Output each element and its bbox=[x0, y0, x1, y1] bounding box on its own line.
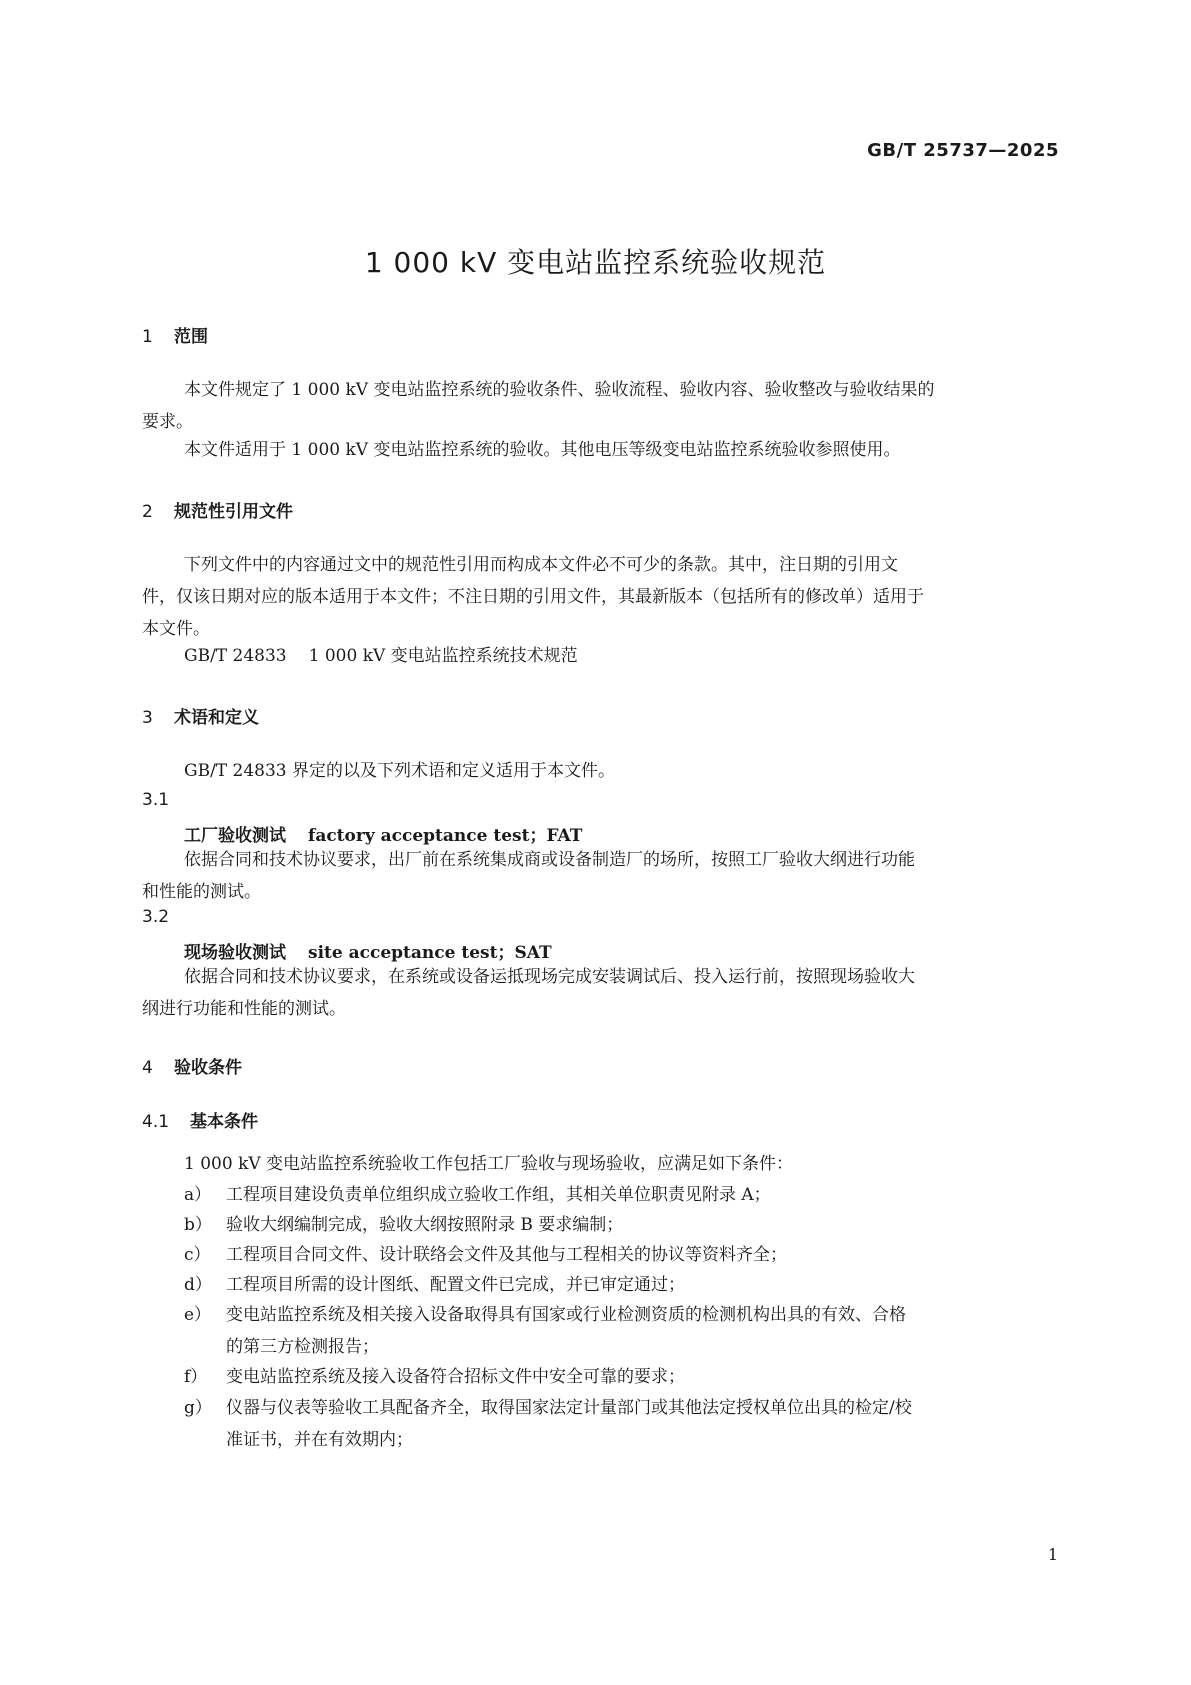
section-number: 1 bbox=[142, 327, 153, 347]
section-1-paragraph-2 bbox=[142, 434, 1060, 466]
section-1-paragraph-1 bbox=[142, 374, 1060, 438]
list-item bbox=[184, 1269, 1060, 1301]
section-title: 规范性引用文件 bbox=[174, 502, 293, 522]
paragraph-line: GB/T 24833 界定的以及下列术语和定义适用于本文件。 bbox=[184, 761, 616, 781]
list-item-line: 工程项目合同文件、设计联络会文件及其他与工程相关的协议等资料齐全； bbox=[226, 1245, 787, 1265]
subsection-4-1-heading bbox=[142, 1107, 258, 1132]
paragraph-line: 1 000 kV 变电站监控系统验收工作包括工厂验收与现场验收，应满足如下条件： bbox=[184, 1154, 794, 1174]
list-item bbox=[184, 1299, 1060, 1363]
list-marker: b） bbox=[184, 1215, 212, 1235]
section-number: 2 bbox=[142, 502, 153, 522]
term-number: 3.2 bbox=[142, 907, 170, 927]
list-marker: e） bbox=[184, 1305, 212, 1325]
list-item bbox=[184, 1361, 1060, 1393]
term-zh: 工厂验收测试 bbox=[184, 826, 286, 846]
section-title: 术语和定义 bbox=[174, 708, 259, 728]
term-definition bbox=[142, 961, 1060, 1025]
term-en: site acceptance test；SAT bbox=[308, 943, 552, 963]
list-item bbox=[184, 1392, 1060, 1456]
term-zh: 现场验收测试 bbox=[184, 943, 286, 963]
term-title bbox=[184, 821, 582, 846]
reference-code: GB/T 24833 bbox=[184, 646, 287, 666]
subsection-4-1-intro bbox=[142, 1148, 1060, 1180]
term-title bbox=[184, 938, 552, 963]
list-item-line: 准证书，并在有效期内； bbox=[226, 1430, 413, 1450]
list-item bbox=[184, 1239, 1060, 1271]
list-item-line: 变电站监控系统及相关接入设备取得具有国家或行业检测资质的检测机构出具的有效、合格 bbox=[226, 1305, 906, 1325]
paragraph-line: 依据合同和技术协议要求，出厂前在系统集成商或设备制造厂的场所，按照工厂验收大纲进行功能 bbox=[184, 850, 915, 870]
paragraph-line: 和性能的测试。 bbox=[142, 882, 261, 902]
list-marker: d） bbox=[184, 1275, 212, 1295]
list-item-line: 验收大纲编制完成，验收大纲按照附录 B 要求编制； bbox=[226, 1215, 624, 1235]
normative-reference bbox=[142, 640, 1060, 672]
term-definition bbox=[142, 844, 1060, 908]
section-title: 范围 bbox=[174, 327, 208, 347]
list-marker: f） bbox=[184, 1367, 208, 1387]
subsection-number: 4.1 bbox=[142, 1112, 170, 1132]
section-2-heading bbox=[142, 497, 293, 522]
section-4-heading bbox=[142, 1053, 242, 1078]
paragraph-line: 本文件规定了 1 000 kV 变电站监控系统的验收条件、验收流程、验收内容、验收整改与验收结果的 bbox=[184, 380, 935, 400]
section-3-intro bbox=[142, 755, 1060, 787]
paragraph-line: 本文件适用于 1 000 kV 变电站监控系统的验收。其他电压等级变电站监控系统验收参照使用。 bbox=[184, 440, 901, 460]
list-item-line: 工程项目所需的设计图纸、配置文件已完成，并已审定通过； bbox=[226, 1275, 685, 1295]
paragraph-line: 纲进行功能和性能的测试。 bbox=[142, 999, 346, 1019]
list-item-line: 工程项目建设负责单位组织成立验收工作组，其相关单位职责见附录 A； bbox=[226, 1185, 771, 1205]
paragraph-line: 件，仅该日期对应的版本适用于本文件；不注日期的引用文件，其最新版本（包括所有的修改单）适用于 bbox=[142, 587, 924, 607]
list-marker: g） bbox=[184, 1398, 212, 1418]
term-en: factory acceptance test；FAT bbox=[308, 826, 583, 846]
page-number: 1 bbox=[1047, 1545, 1058, 1564]
list-marker: a） bbox=[184, 1185, 212, 1205]
list-marker: c） bbox=[184, 1245, 211, 1265]
list-item-line: 仪器与仪表等验收工具配备齐全，取得国家法定计量部门或其他法定授权单位出具的检定/校 bbox=[226, 1398, 912, 1418]
document-title: 1 000 kV 变电站监控系统验收规范 bbox=[364, 246, 827, 279]
paragraph-line: 下列文件中的内容通过文中的规范性引用而构成本文件必不可少的条款。其中，注日期的引用文 bbox=[184, 555, 898, 575]
section-1-heading bbox=[142, 322, 208, 347]
list-item bbox=[184, 1179, 1060, 1211]
section-number: 3 bbox=[142, 708, 153, 728]
list-item bbox=[184, 1209, 1060, 1241]
term-number: 3.1 bbox=[142, 790, 170, 810]
subsection-title: 基本条件 bbox=[190, 1112, 258, 1132]
section-number: 4 bbox=[142, 1058, 153, 1078]
paragraph-line: 依据合同和技术协议要求，在系统或设备运抵现场完成安装调试后、投入运行前，按照现场验收大 bbox=[184, 967, 915, 987]
section-title: 验收条件 bbox=[174, 1058, 242, 1078]
standard-code: GB/T 25737—2025 bbox=[867, 140, 1059, 161]
list-item-line: 的第三方检测报告； bbox=[226, 1337, 379, 1357]
section-3-heading bbox=[142, 703, 259, 728]
paragraph-line: 本文件。 bbox=[142, 619, 210, 639]
section-2-paragraph-1 bbox=[142, 549, 1060, 645]
reference-title: 1 000 kV 变电站监控系统技术规范 bbox=[308, 646, 578, 666]
list-item-line: 变电站监控系统及接入设备符合招标文件中安全可靠的要求； bbox=[226, 1367, 685, 1387]
paragraph-line: 要求。 bbox=[142, 412, 193, 432]
